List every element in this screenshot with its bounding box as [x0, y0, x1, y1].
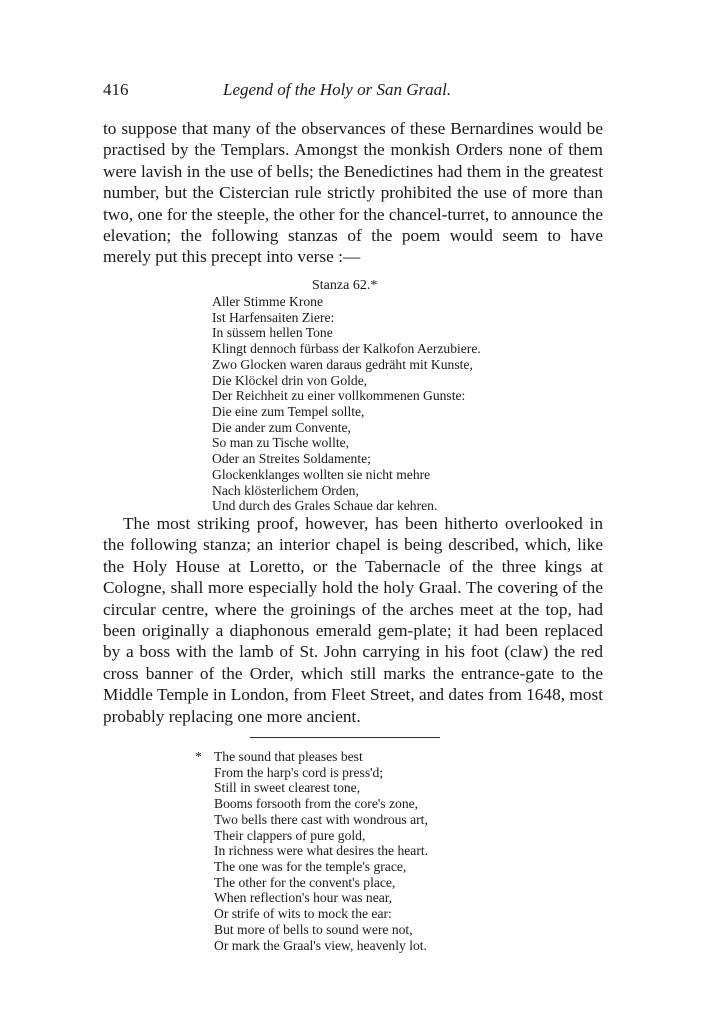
body-paragraph-1: to suppose that many of the observances of these Bernardines would be practised by the Templars. Amongst the monkish Orders none of them were lavish in the use of bells; the Benedictines had them in the greatest number, but the Cistercian rule strictly prohibited the use of more than two, one for the steeple, the other for the chancel-turret, to announce the elevation; the following stanzas of the poem would seem to have merely put this precept into verse :—	[103, 119, 603, 267]
footnote-line-text: The sound that pleases best	[214, 749, 363, 764]
german-verse-part-1	[212, 294, 481, 404]
verse-line: Der Reichheit zu einer vollkommenen Gunste:	[212, 388, 466, 404]
verse-line: Ist Harfensaiten Ziere:	[212, 309, 335, 325]
footnote-line: Or mark the Graal's view, heavenly lot.	[214, 937, 427, 953]
footnote-line	[195, 749, 428, 765]
stanza-heading: Stanza 62.*	[312, 278, 378, 293]
footnote-line: Still in sweet clearest tone,	[214, 780, 361, 796]
verse-line: Aller Stimme Krone	[212, 294, 323, 309]
page-header	[103, 80, 603, 104]
footnote-line: But more of bells to sound were not,	[214, 921, 413, 937]
footnote-marker: *	[195, 749, 202, 764]
verse-line: Die eine zum Tempel sollte,	[212, 404, 365, 419]
footnote-line: Two bells there cast with wondrous art,	[214, 811, 428, 827]
verse-line: So man zu Tische wollte,	[212, 435, 350, 451]
footnote-line: From the harp's cord is press'd;	[214, 764, 384, 780]
verse-line: Glockenklanges wollten sie nicht mehre	[212, 466, 431, 482]
running-title: Legend of the Holy or San Graal.	[223, 80, 452, 99]
verse-line: In süssem hellen Tone	[212, 325, 333, 341]
footnote-line: When reflection's hour was near,	[214, 890, 393, 906]
verse-line: Die ander zum Convente,	[212, 419, 351, 435]
footnote-line: Or strife of wits to mock the ear:	[214, 906, 392, 922]
verse-line: Klingt dennoch fürbass der Kalkofon Aerzubiere.	[212, 341, 481, 357]
body-paragraph-2: The most striking proof, however, has been hitherto overlooked in the following stanza; an interior chapel is being described, which, like the Holy House at Loretto, or the Tabernacle of the three kings at Cologne, shall more especially hold the holy Graal. The covering of the circular centre, where the groinings of the arches meet at the top, had been originally a diaphonous emerald gem-plate; it had been replaced by a boss with the lamb of St. John carrying in his foot (claw) the red cross banner of the Order, which still marks the entrance-gate to the Middle Temple in London, from Fleet Street, and dates from 1648, most probably replacing one more ancient.	[103, 514, 603, 726]
footnote-verse-part-1	[195, 749, 428, 859]
footnote-divider	[250, 737, 440, 738]
footnote-line: The one was for the temple's grace,	[214, 859, 407, 874]
verse-line: Nach klösterlichem Orden,	[212, 482, 359, 498]
footnote-line: The other for the convent's place,	[214, 874, 396, 890]
verse-line: Die Klöckel drin von Golde,	[212, 372, 368, 388]
footnote-line: Booms forsooth from the core's zone,	[214, 796, 419, 812]
footnote-line: Their clappers of pure gold,	[214, 827, 366, 843]
german-verse-part-2	[212, 404, 437, 514]
verse-line: Und durch des Grales Schaue dar kehren.	[212, 498, 438, 514]
page-number: 416	[103, 80, 129, 99]
footnote-verse-part-2	[195, 859, 427, 953]
verse-line: Zwo Glocken waren daraus gedräht mit Kunste,	[212, 356, 473, 372]
verse-line: Oder an Streites Soldamente;	[212, 451, 371, 467]
footnote-line: In richness were what desires the heart.	[214, 843, 429, 859]
